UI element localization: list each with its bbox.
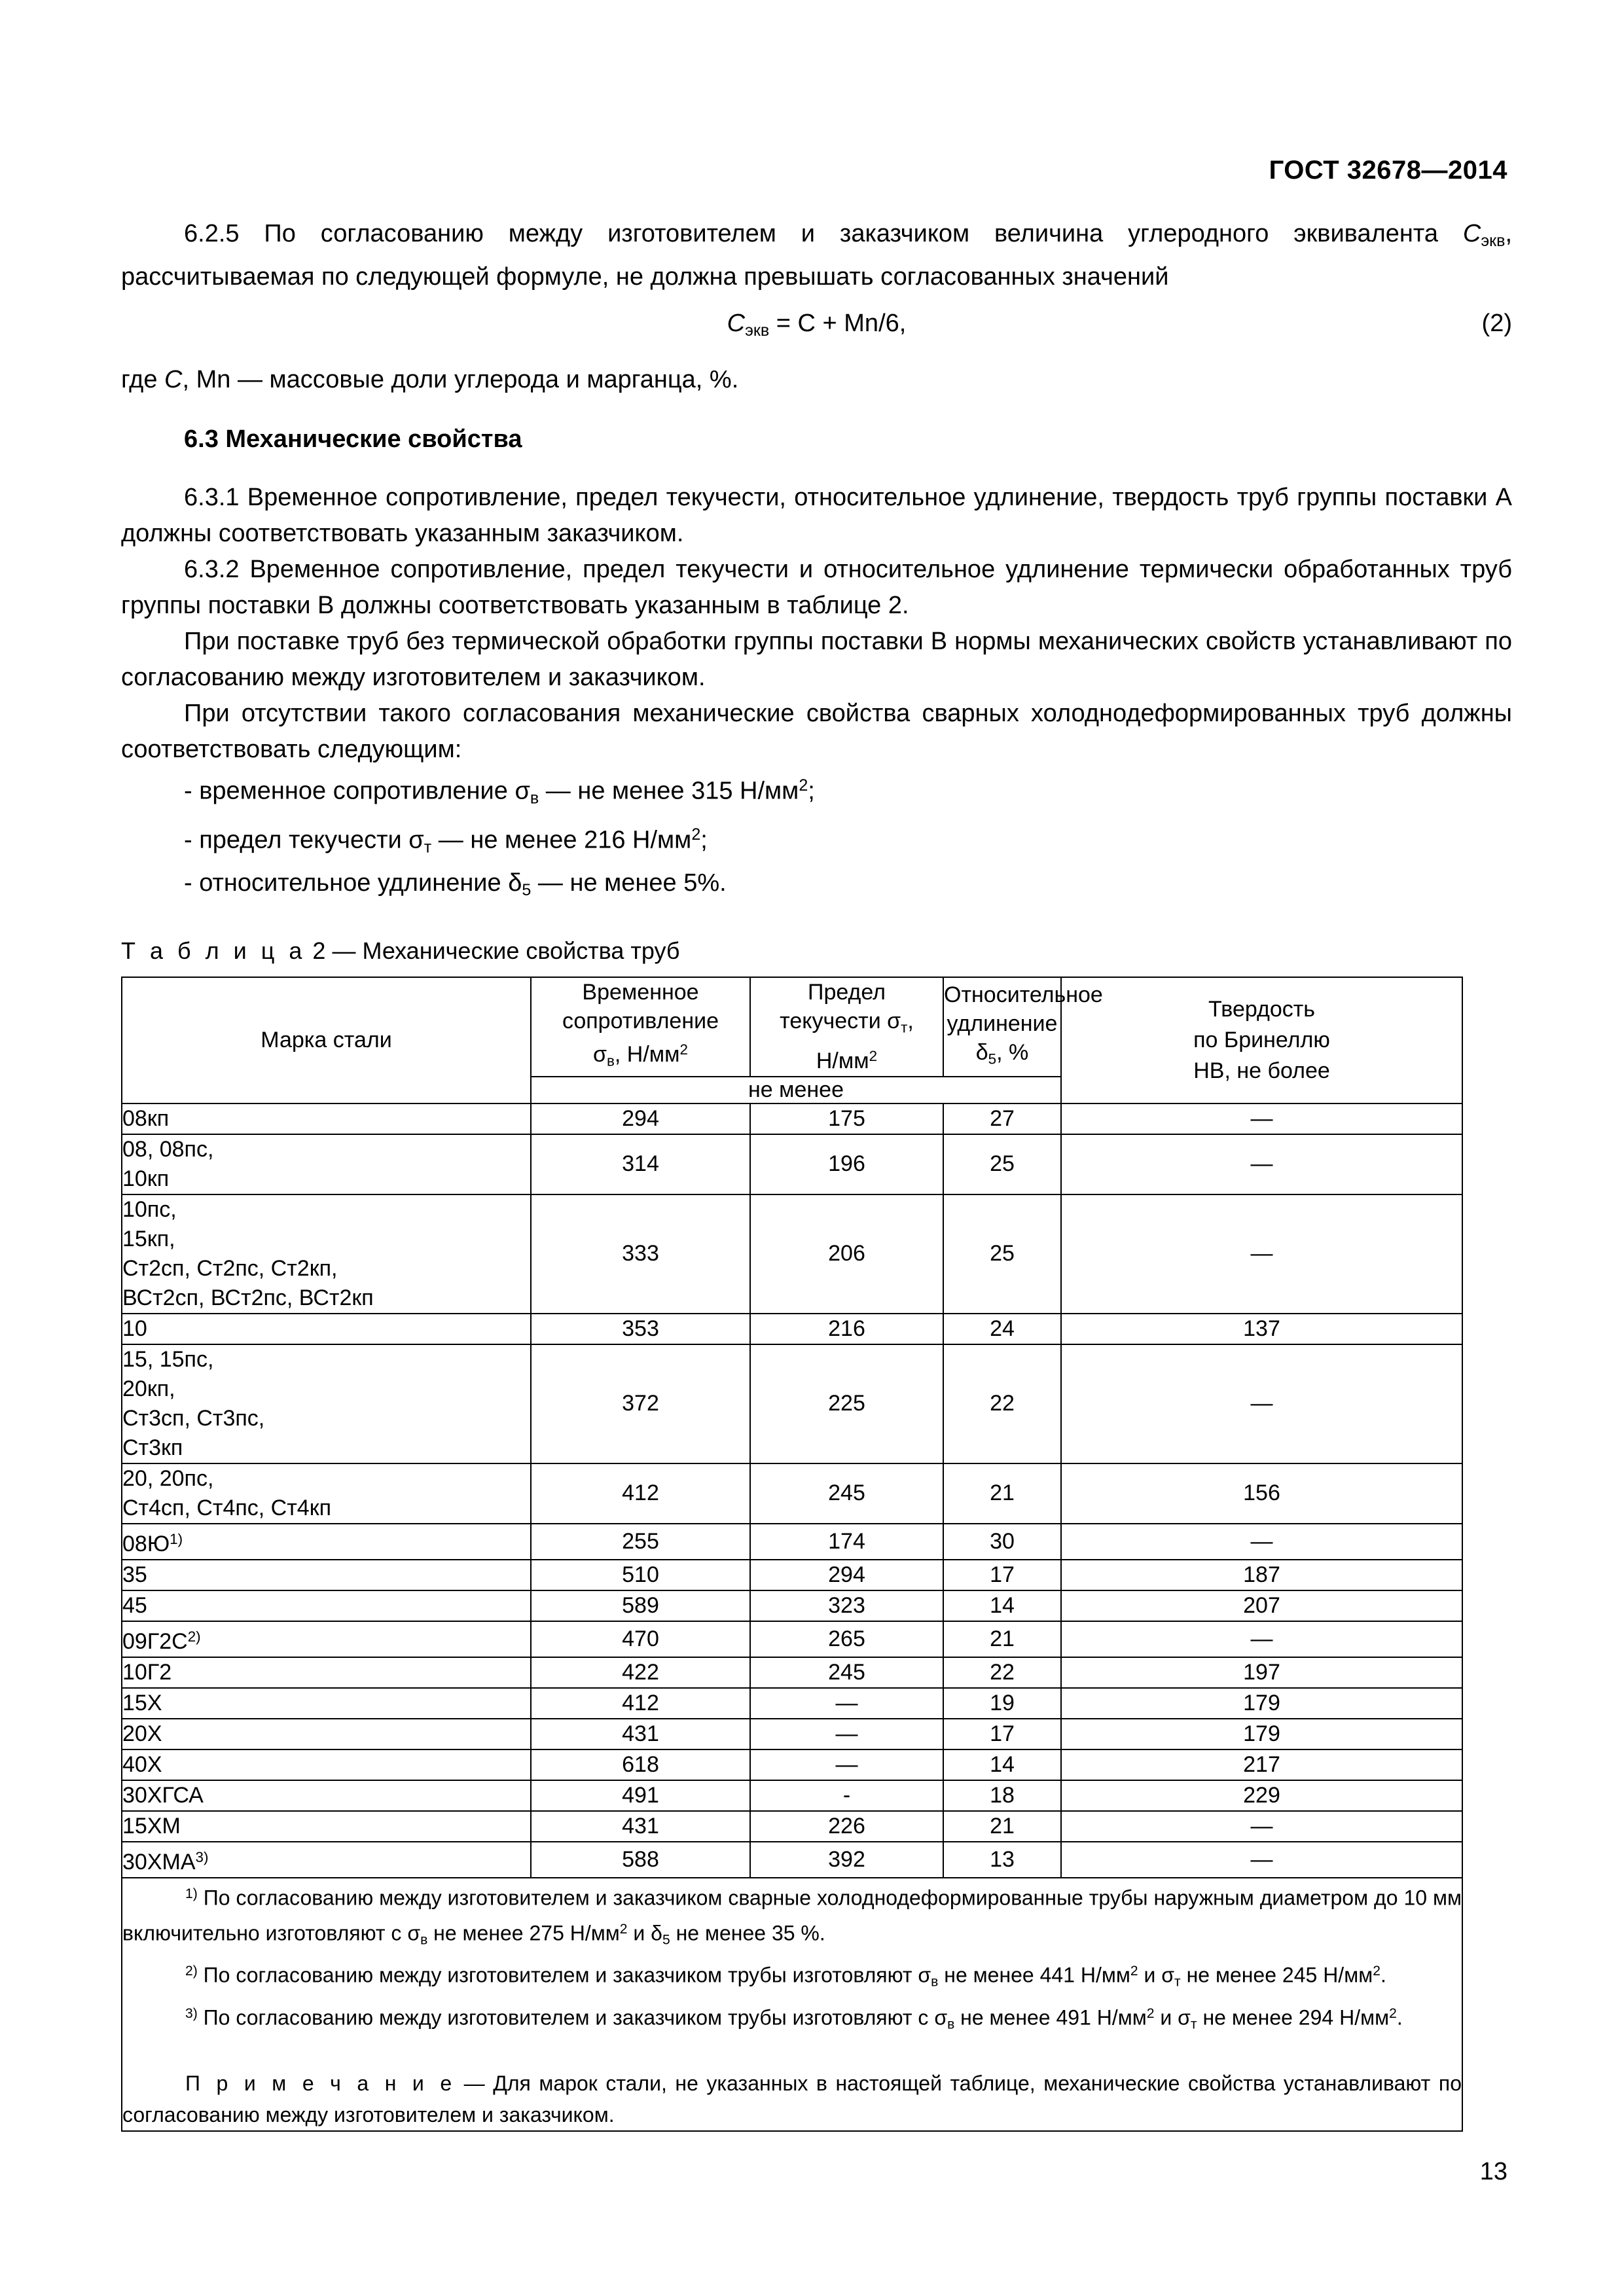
grade-line: Ст4сп, Ст4пс, Ст4кп xyxy=(122,1495,331,1520)
cell-elongation: 21 xyxy=(943,1621,1061,1657)
cell-yield: 392 xyxy=(750,1842,943,1878)
cell-yield: 175 xyxy=(750,1103,943,1134)
grade-line: 08Ю xyxy=(122,1531,170,1556)
cell-tensile: 372 xyxy=(531,1344,750,1463)
footnote-3-c: и σ xyxy=(1154,2005,1191,2030)
cell-yield: 174 xyxy=(750,1524,943,1560)
header-elong-sub: 5 xyxy=(988,1050,997,1067)
cell-tensile: 491 xyxy=(531,1780,750,1811)
cell-yield: 226 xyxy=(750,1811,943,1842)
cell-elongation: 22 xyxy=(943,1344,1061,1463)
cell-grade xyxy=(122,1103,531,1134)
cell-grade xyxy=(122,1657,531,1688)
table-row xyxy=(122,1524,1462,1560)
formula-c: C xyxy=(727,310,746,338)
paragraph-6-2-5-line2: , рассчитываемая по следующей формуле, не должна превышать согласованных значений xyxy=(121,220,1513,291)
cell-grade xyxy=(122,1590,531,1621)
table-row xyxy=(122,1842,1462,1878)
cell-yield: 196 xyxy=(750,1134,943,1194)
cell-elongation: 19 xyxy=(943,1688,1061,1719)
cell-elongation: 27 xyxy=(943,1103,1061,1134)
cell-yield: — xyxy=(750,1749,943,1780)
header-yield-unit: Н/мм xyxy=(816,1049,869,1074)
footnote-2-d: не менее 245 Н/мм xyxy=(1180,1963,1373,1987)
list-item xyxy=(121,768,1512,817)
cell-yield: 323 xyxy=(750,1590,943,1621)
footnote-3-d: не менее 294 Н/мм xyxy=(1197,2005,1390,2030)
bullet-0-post: ; xyxy=(808,777,815,805)
paragraph-6-3-1: 6.3.1 Временное сопротивление, предел текучести, относительное удлинение, твердость труб группы поставки А должны соответствовать указанным заказчиком. xyxy=(121,484,1512,548)
table-row xyxy=(122,1621,1462,1657)
footnote-2-marker: 2) xyxy=(185,1964,198,1979)
legend-c: C xyxy=(164,366,183,394)
table-row xyxy=(122,1811,1462,1842)
footnote-2-c: и σ xyxy=(1138,1963,1175,1987)
cell-elongation: 14 xyxy=(943,1749,1061,1780)
footnote-3-sub-a: в xyxy=(947,2017,955,2032)
table-row xyxy=(122,1103,1462,1134)
cell-grade xyxy=(122,1719,531,1749)
cell-grade xyxy=(122,1524,531,1560)
table-row xyxy=(122,1194,1462,1314)
bullet-0-sup: 2 xyxy=(799,776,808,795)
table-footnotes xyxy=(122,1878,1462,2131)
paragraph-6-2-5-line1: 6.2.5 По согласованию между изготовителем и заказчиком величина углеродного эквивалента xyxy=(184,220,1438,247)
bullet-1-post: ; xyxy=(700,826,708,854)
footnote-1-sup-b: 2 xyxy=(619,1921,628,1937)
header-elong-unit: , % xyxy=(996,1039,1029,1065)
footnote-2-sub-a: в xyxy=(931,1974,939,1990)
cell-elongation: 14 xyxy=(943,1590,1061,1621)
paragraph-6-3-4: При отсутствии такого согласования механические свойства сварных холоднодеформированных труб должны соответствовать следующим: xyxy=(121,700,1512,764)
table-row xyxy=(122,1780,1462,1811)
grade-line: 15, 15пс, xyxy=(122,1346,214,1372)
cell-grade xyxy=(122,1621,531,1657)
footnote-3-e: . xyxy=(1396,2005,1403,2030)
grade-line: 30ХМА xyxy=(122,1850,196,1875)
cell-grade xyxy=(122,1194,531,1314)
bullet-1-sup: 2 xyxy=(691,825,701,844)
bullet-1-pre: - предел текучести σ xyxy=(184,826,424,854)
cell-hardness: — xyxy=(1061,1811,1462,1842)
grade-line: 40Х xyxy=(122,1752,162,1778)
header-yield-comma: , xyxy=(907,1009,914,1034)
header-tensile-sup: 2 xyxy=(679,1041,689,1058)
header-tensile-l1: Временное xyxy=(582,980,699,1005)
legend-rest: , Mn — массовые доли углерода и марганца, %. xyxy=(182,366,739,394)
paragraph-6-3-2: 6.3.2 Временное сопротивление, предел текучести и относительное удлинение термически обработанных труб группы поставки В должны соответствовать указанным в таблице 2. xyxy=(121,556,1512,620)
c-eq-symbol: C xyxy=(1462,220,1481,247)
grade-line: 15кп, xyxy=(122,1226,175,1251)
formula-2 xyxy=(121,304,1512,350)
table-row xyxy=(122,1749,1462,1780)
cell-hardness: — xyxy=(1061,1103,1462,1134)
table-caption-rest: 2 — Механические свойства труб xyxy=(312,937,680,965)
table-note xyxy=(122,2068,1462,2130)
standard-header: ГОСТ 32678—2014 xyxy=(1269,156,1507,185)
header-tensile-l2: сопротивление xyxy=(562,1009,719,1034)
table-caption xyxy=(121,937,1512,965)
cell-tensile: 431 xyxy=(531,1811,750,1842)
mechanical-properties-table xyxy=(121,977,1463,2132)
cell-grade xyxy=(122,1344,531,1463)
cell-yield: — xyxy=(750,1688,943,1719)
mechanical-requirements-list xyxy=(121,768,1512,908)
cell-tensile: 431 xyxy=(531,1719,750,1749)
cell-elongation: 18 xyxy=(943,1780,1061,1811)
footnote-2-sub-c: т xyxy=(1174,1974,1181,1990)
cell-tensile: 412 xyxy=(531,1463,750,1524)
cell-elongation: 21 xyxy=(943,1811,1061,1842)
header-yield-l1: Предел xyxy=(808,980,886,1005)
table-header-row xyxy=(122,977,1462,1077)
cell-grade xyxy=(122,1688,531,1719)
header-not-less-than: не менее xyxy=(531,1077,1061,1103)
cell-elongation: 24 xyxy=(943,1314,1061,1344)
cell-tensile: 255 xyxy=(531,1524,750,1560)
grade-line: Ст2сп, Ст2пс, Ст2кп, xyxy=(122,1255,338,1281)
footnote-2-e: . xyxy=(1380,1963,1386,1987)
legend-prefix: где xyxy=(121,366,165,394)
cell-elongation: 22 xyxy=(943,1657,1061,1688)
footnote-3-sup-b: 2 xyxy=(1146,2005,1155,2021)
footnote-1-c: и δ xyxy=(627,1921,662,1945)
table-row xyxy=(122,1463,1462,1524)
page-content xyxy=(121,216,1512,2132)
footnote-2 xyxy=(122,1956,1462,1998)
cell-tensile: 618 xyxy=(531,1749,750,1780)
table-body xyxy=(122,1103,1462,2132)
cell-yield: 216 xyxy=(750,1314,943,1344)
table-row xyxy=(122,1560,1462,1590)
list-item xyxy=(121,865,1512,908)
footnote-3-sub-c: т xyxy=(1190,2017,1197,2032)
header-elong-l2: удлинение xyxy=(947,1011,1058,1036)
header-tensile-sub: в xyxy=(606,1052,615,1069)
formula-legend xyxy=(121,362,1512,398)
grade-line: 10 xyxy=(122,1316,147,1341)
grade-line: ВСт2сп, ВСт2пс, ВСт2кп xyxy=(122,1285,374,1310)
header-hardness-l1: Твердость xyxy=(1208,996,1316,1022)
table-row xyxy=(122,1344,1462,1463)
header-yield-sigma: текучести σ xyxy=(780,1009,901,1034)
grade-line: 15Х xyxy=(122,1691,162,1716)
grade-line: 08кп xyxy=(122,1105,170,1131)
cell-tensile: 470 xyxy=(531,1621,750,1657)
cell-hardness: — xyxy=(1061,1344,1462,1463)
grade-line: 20, 20пс, xyxy=(122,1465,214,1491)
cell-grade xyxy=(122,1314,531,1344)
formula-number: (2) xyxy=(1481,310,1512,338)
footnote-3-a: По согласованию между изготовителем и заказчиком трубы изготовляют с σ xyxy=(197,2005,948,2030)
table-row xyxy=(122,1314,1462,1344)
cell-tensile: 588 xyxy=(531,1842,750,1878)
header-hardness-l2: по Бринеллю xyxy=(1193,1027,1330,1052)
cell-hardness: 156 xyxy=(1061,1463,1462,1524)
grade-line: 30ХГСА xyxy=(122,1783,204,1808)
cell-hardness: — xyxy=(1061,1194,1462,1314)
header-elong-delta: δ xyxy=(975,1039,988,1065)
table-row xyxy=(122,1590,1462,1621)
cell-elongation: 17 xyxy=(943,1560,1061,1590)
cell-hardness: 179 xyxy=(1061,1719,1462,1749)
table-row xyxy=(122,1134,1462,1194)
grade-line: 10пс, xyxy=(122,1196,177,1222)
cell-hardness: 179 xyxy=(1061,1688,1462,1719)
footnote-1-d: не менее 35 %. xyxy=(670,1921,825,1945)
footnote-3-sup-d: 2 xyxy=(1389,2005,1397,2021)
cell-tensile: 412 xyxy=(531,1688,750,1719)
cell-yield: - xyxy=(750,1780,943,1811)
footnote-1-sub-a: в xyxy=(420,1932,428,1948)
bullet-2-pre: - относительное удлинение δ xyxy=(184,869,522,897)
footnote-3 xyxy=(122,1998,1462,2040)
footnote-2-a: По согласованию между изготовителем и заказчиком трубы изготовляют σ xyxy=(197,1963,931,1987)
footnote-1-sub-c: 5 xyxy=(662,1932,670,1948)
footnote-marker: 2) xyxy=(187,1628,201,1645)
grade-line: 20Х xyxy=(122,1721,162,1747)
footnote-3-marker: 3) xyxy=(185,2005,198,2021)
page-number: 13 xyxy=(1479,2158,1507,2185)
cell-hardness: 197 xyxy=(1061,1657,1462,1688)
table-footnotes-row xyxy=(122,1878,1462,2131)
table-note-label: П р и м е ч а н и е xyxy=(185,2072,456,2096)
header-hardness-l3: НВ, не более xyxy=(1193,1058,1330,1083)
c-eq-subscript: экв xyxy=(1481,232,1506,251)
grade-line: 20кп, xyxy=(122,1376,175,1401)
cell-hardness: 217 xyxy=(1061,1749,1462,1780)
table-row xyxy=(122,1688,1462,1719)
cell-elongation: 25 xyxy=(943,1194,1061,1314)
cell-elongation: 17 xyxy=(943,1719,1061,1749)
cell-grade xyxy=(122,1134,531,1194)
footnote-marker: 1) xyxy=(170,1530,183,1547)
bullet-0-pre: - временное сопротивление σ xyxy=(184,777,530,805)
grade-line: 15ХМ xyxy=(122,1814,181,1839)
bullet-0-sub: в xyxy=(530,789,539,808)
table-row xyxy=(122,1719,1462,1749)
table-row xyxy=(122,1657,1462,1688)
grade-line: 09Г2С xyxy=(122,1629,188,1655)
footnote-marker: 3) xyxy=(195,1849,209,1866)
section-title-6-3: 6.3 Механические свойства xyxy=(184,425,522,454)
header-tensile-unit: , Н/мм xyxy=(614,1042,680,1067)
cell-yield: 245 xyxy=(750,1657,943,1688)
cell-grade xyxy=(122,1842,531,1878)
list-item xyxy=(121,817,1512,866)
cell-hardness: — xyxy=(1061,1842,1462,1878)
paragraph-6-3-3: При поставке труб без термической обработки группы поставки В нормы механических свойств устанавливают по согласованию между изготовителем и заказчиком. xyxy=(121,628,1512,692)
bullet-2-mid: — не менее 5%. xyxy=(531,869,727,897)
cell-hardness: — xyxy=(1061,1524,1462,1560)
cell-grade xyxy=(122,1780,531,1811)
header-elongation xyxy=(943,977,1103,1077)
grade-line: 10Г2 xyxy=(122,1660,172,1685)
cell-elongation: 25 xyxy=(943,1134,1061,1194)
bullet-2-sub: 5 xyxy=(522,881,532,900)
cell-tensile: 353 xyxy=(531,1314,750,1344)
table-caption-prefix: Т а б л и ц а xyxy=(121,937,306,965)
grade-line: 45 xyxy=(122,1592,147,1618)
bullet-1-mid: — не менее 216 Н/мм xyxy=(431,826,692,854)
cell-grade xyxy=(122,1463,531,1524)
footnote-3-b: не менее 491 Н/мм xyxy=(954,2005,1147,2030)
footnote-1 xyxy=(122,1878,1462,1956)
footnote-2-sup-d: 2 xyxy=(1373,1964,1380,1979)
cell-yield: 245 xyxy=(750,1463,943,1524)
cell-elongation: 13 xyxy=(943,1842,1061,1878)
cell-elongation: 30 xyxy=(943,1524,1061,1560)
formula-c-subscript: экв xyxy=(745,321,770,340)
cell-tensile: 422 xyxy=(531,1657,750,1688)
footnote-1-a: По согласованию между изготовителем и заказчиком сварные холоднодеформированные трубы наружным диаметром до 10 мм включительно изготовляют с σ xyxy=(122,1886,1462,1945)
bullet-1-sub: т xyxy=(424,838,432,857)
footnote-1-b: не менее 275 Н/мм xyxy=(427,1921,620,1945)
footnote-2-b: не менее 441 Н/мм xyxy=(938,1963,1130,1987)
header-grade: Марка стали xyxy=(122,977,531,1103)
header-tensile-sigma: σ xyxy=(592,1042,607,1067)
cell-grade xyxy=(122,1811,531,1842)
footnote-2-sup-b: 2 xyxy=(1130,1964,1138,1979)
table-note-text: — Для марок стали, не указанных в настоящей таблице, механические свойства устанавливают по согласованию между изготовителем и заказчиком. xyxy=(122,2072,1462,2127)
grade-line: Ст3кп xyxy=(122,1435,183,1460)
cell-grade xyxy=(122,1560,531,1590)
formula-expression: = C + Mn/6, xyxy=(769,310,907,338)
grade-line: 08, 08пс, xyxy=(122,1136,214,1162)
cell-tensile: 510 xyxy=(531,1560,750,1590)
cell-elongation: 21 xyxy=(943,1463,1061,1524)
cell-hardness: 229 xyxy=(1061,1780,1462,1811)
bullet-0-mid: — не менее 315 Н/мм xyxy=(539,777,799,805)
cell-hardness: 137 xyxy=(1061,1314,1462,1344)
header-tensile xyxy=(531,977,750,1077)
cell-tensile: 333 xyxy=(531,1194,750,1314)
header-yield-sup: 2 xyxy=(869,1048,878,1065)
cell-grade xyxy=(122,1749,531,1780)
footnote-1-marker: 1) xyxy=(185,1886,198,1902)
paragraph-6-2-5 xyxy=(121,216,1512,295)
header-yield-sub: т xyxy=(901,1019,908,1036)
header-elong-l1: Относительное xyxy=(944,982,1103,1007)
cell-tensile: 314 xyxy=(531,1134,750,1194)
cell-yield: 225 xyxy=(750,1344,943,1463)
grade-line: Ст3сп, Ст3пс, xyxy=(122,1405,265,1431)
cell-yield: — xyxy=(750,1719,943,1749)
cell-hardness: 187 xyxy=(1061,1560,1462,1590)
cell-yield: 265 xyxy=(750,1621,943,1657)
header-hardness xyxy=(1061,977,1462,1103)
header-yield xyxy=(750,977,943,1077)
cell-yield: 206 xyxy=(750,1194,943,1314)
cell-hardness: — xyxy=(1061,1134,1462,1194)
cell-hardness: — xyxy=(1061,1621,1462,1657)
cell-hardness: 207 xyxy=(1061,1590,1462,1621)
cell-tensile: 294 xyxy=(531,1103,750,1134)
grade-line: 35 xyxy=(122,1562,147,1587)
formula-2-row xyxy=(121,304,1512,355)
cell-yield: 294 xyxy=(750,1560,943,1590)
grade-line: 10кп xyxy=(122,1166,170,1191)
cell-tensile: 589 xyxy=(531,1590,750,1621)
